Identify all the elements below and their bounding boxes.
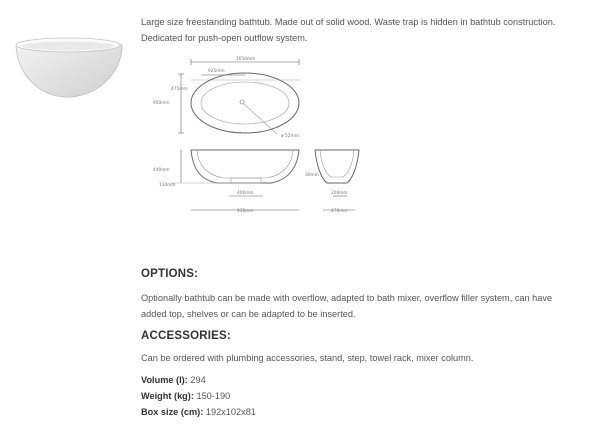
- volume-label: Volume (l):: [141, 375, 188, 385]
- dim-top-width: 1650mm: [236, 57, 256, 62]
- volume-spec: [141, 375, 206, 385]
- dim-base-width: 400mm: [237, 191, 254, 196]
- options-heading: OPTIONS:: [141, 268, 199, 280]
- product-description: Large size freestanding bathtub. Made out of solid wood. Waste trap is hidden in bathtub construction. Dedicated for push-open outflow system.: [141, 17, 556, 43]
- accessories-text: Can be ordered with plumbing accessories, stand, step, towel rack, mixer column.: [141, 353, 474, 363]
- dim-height: 440mm: [153, 168, 170, 173]
- dim-base-height: 130mm: [159, 183, 176, 188]
- box-size-label: Box size (cm):: [141, 407, 204, 417]
- dim-drain: ø 52mm: [281, 134, 299, 139]
- dim-inner-width: 925mm: [208, 69, 225, 74]
- volume-value: 294: [187, 375, 206, 385]
- bathtub-thumbnail[interactable]: [10, 35, 128, 105]
- box-size-value: 192x102x81: [203, 407, 256, 417]
- accessories-heading: ACCESSORIES:: [141, 330, 231, 342]
- technical-drawing: [141, 50, 471, 225]
- dim-side-width: 470mm: [331, 209, 348, 214]
- weight-label: Weight (kg):: [141, 391, 194, 401]
- weight-value: 150-190: [193, 391, 231, 401]
- dim-side-base: 200mm: [331, 191, 348, 196]
- dim-half-depth: 475mm: [171, 87, 188, 92]
- dim-side-rim: 30mm: [305, 173, 319, 178]
- box-size-spec: [141, 407, 256, 417]
- dim-front-width: 930mm: [237, 209, 254, 214]
- dim-depth: 950mm: [153, 101, 170, 106]
- options-text: Optionally bathtub can be made with overflow, adapted to bath mixer, overflow filler system, can have added top, shelves or can be adapted to be inserted.: [141, 293, 553, 319]
- weight-spec: [141, 391, 230, 401]
